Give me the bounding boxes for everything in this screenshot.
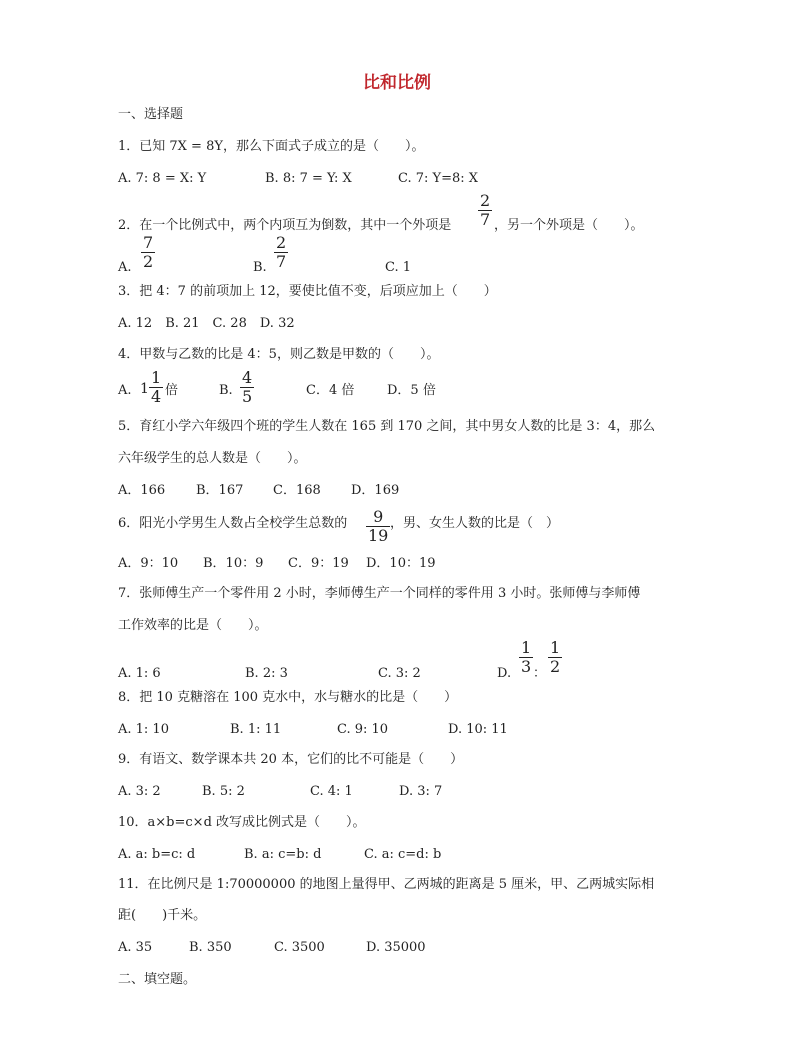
- question-8-option-d: D. 10: 11: [448, 722, 508, 737]
- question-9-stem: 9．有语文、数学课本共 20 本，它们的比不可能是（ ）: [118, 752, 464, 767]
- question-2-option-c: C. 1: [385, 260, 412, 275]
- numerator: 1: [151, 368, 162, 387]
- section-heading-choice: 一、选择题: [118, 107, 184, 122]
- question-10-option-b: B. a: c=b: d: [244, 847, 322, 862]
- question-2-stem-post: ，另一个外项是（ ）。: [494, 218, 644, 233]
- question-4-option-c: C．4 倍: [306, 383, 355, 398]
- question-9-option-b: B. 5: 2: [202, 784, 245, 799]
- denominator: 5: [242, 387, 253, 406]
- question-2-fraction: [478, 192, 492, 229]
- question-10-stem: 10．a×b=c×d 改写成比例式是（ ）。: [118, 815, 366, 830]
- numerator: 1: [521, 638, 532, 657]
- question-4-option-a-integer: 1: [140, 381, 149, 397]
- question-1-option-a: A. 7: 8 = X: Y: [118, 171, 207, 186]
- question-4-stem: 4．甲数与乙数的比是 4：5，则乙数是甲数的（ ）。: [118, 347, 440, 362]
- question-7-option-d-fraction-2: [548, 639, 562, 676]
- question-6-option-b: B．10：9: [203, 556, 264, 571]
- question-8-option-c: C. 9: 10: [337, 722, 389, 737]
- question-2-stem-pre: 2．在一个比例式中，两个内项互为倒数，其中一个外项是: [118, 218, 452, 233]
- question-6-option-d: D．10：19: [366, 556, 436, 571]
- document-title: 比和比例: [363, 73, 431, 93]
- denominator: 2: [143, 252, 154, 271]
- question-5-option-b: B．167: [196, 483, 244, 498]
- question-4-option-a-label: A.: [118, 383, 132, 398]
- question-11-option-b: B. 350: [189, 940, 232, 955]
- question-11-option-c: C. 3500: [274, 940, 325, 955]
- question-11-line-1: 11．在比例尺是 1:70000000 的地图上量得甲、乙两城的距离是 5 厘米，甲、乙两城实际相: [118, 877, 655, 892]
- question-3-options: A. 12 B. 21 C. 28 D. 32: [118, 316, 295, 331]
- question-6-fraction: [366, 508, 390, 545]
- question-5-option-c: C．168: [273, 483, 321, 498]
- question-7-option-d-label: D.: [497, 666, 512, 681]
- question-3-stem: 3．把 4：7 的前项加上 12，要使比值不变，后项应加上（ ）: [118, 284, 497, 299]
- denominator: 2: [550, 657, 561, 676]
- question-7-line-2: 工作效率的比是（ ）。: [118, 618, 268, 633]
- question-2-option-a-fraction: [141, 234, 155, 271]
- denominator: 19: [368, 526, 389, 545]
- denominator: 4: [151, 387, 162, 406]
- numerator: 9: [366, 508, 390, 527]
- question-11-line-2: 距( )千米。: [118, 908, 207, 923]
- question-5-option-a: A．166: [118, 483, 166, 498]
- question-4-option-b-label: B.: [219, 383, 233, 398]
- question-1-stem: 1．已知 7X = 8Y，那么下面式子成立的是（ ）。: [118, 139, 425, 154]
- question-8-option-b: B. 1: 11: [230, 722, 282, 737]
- question-8-option-a: A. 1: 10: [118, 722, 169, 737]
- numerator: 2: [480, 191, 491, 210]
- question-9-option-d: D. 3: 7: [399, 784, 443, 799]
- question-7-option-c: C. 3: 2: [378, 666, 421, 681]
- question-8-stem: 8．把 10 克糖溶在 100 克水中，水与糖水的比是（ ）: [118, 690, 458, 705]
- question-7-option-d-separator: ：: [533, 666, 547, 681]
- question-6-option-a: A．9：10: [118, 556, 179, 571]
- question-1-option-c: C. 7: Y=8: X: [398, 171, 479, 186]
- question-6-stem-pre: 6．阳光小学男生人数占全校学生总数的: [118, 516, 348, 531]
- question-10-option-c: C. a: c=d: b: [364, 847, 442, 862]
- question-11-option-a: A. 35: [118, 940, 153, 955]
- question-5-option-d: D．169: [351, 483, 400, 498]
- question-1-option-b: B. 8: 7 = Y: X: [265, 171, 352, 186]
- question-9-option-a: A. 3: 2: [118, 784, 161, 799]
- denominator: 3: [521, 657, 532, 676]
- question-7-line-1: 7．张师傅生产一个零件用 2 小时，李师傅生产一个同样的零件用 3 小时。张师傅与李师傅: [118, 586, 641, 601]
- question-2-option-b-label: B.: [253, 260, 267, 275]
- question-11-option-d: D. 35000: [366, 940, 426, 955]
- question-2-option-a-label: A.: [118, 260, 132, 275]
- numerator: 7: [143, 233, 154, 252]
- question-6-option-c: C．9：19: [288, 556, 349, 571]
- section-heading-fill-blank: 二、填空题。: [118, 972, 197, 987]
- numerator: 2: [276, 233, 287, 252]
- numerator: 1: [550, 638, 561, 657]
- numerator: 4: [242, 368, 253, 387]
- question-7-option-d-fraction-1: [519, 639, 533, 676]
- question-6-stem-post: ，男、女生人数的比是（ ）: [390, 516, 560, 531]
- question-2-option-b-fraction: [274, 234, 288, 271]
- question-4-option-b-fraction: [240, 369, 254, 406]
- question-10-option-a: A. a: b=c: d: [118, 847, 196, 862]
- question-4-option-a-suffix: 倍: [165, 383, 179, 398]
- question-9-option-c: C. 4: 1: [310, 784, 353, 799]
- question-5-line-2: 六年级学生的总人数是（ ）。: [118, 451, 307, 466]
- denominator: 7: [276, 252, 287, 271]
- question-4-option-a-fraction: [149, 369, 163, 406]
- question-4-option-d: D．5 倍: [387, 383, 436, 398]
- question-7-option-a: A. 1: 6: [118, 666, 161, 681]
- question-7-option-b: B. 2: 3: [245, 666, 288, 681]
- question-5-line-1: 5．育红小学六年级四个班的学生人数在 165 到 170 之间，其中男女人数的比是 3：4，那么: [118, 419, 656, 434]
- denominator: 7: [480, 210, 491, 229]
